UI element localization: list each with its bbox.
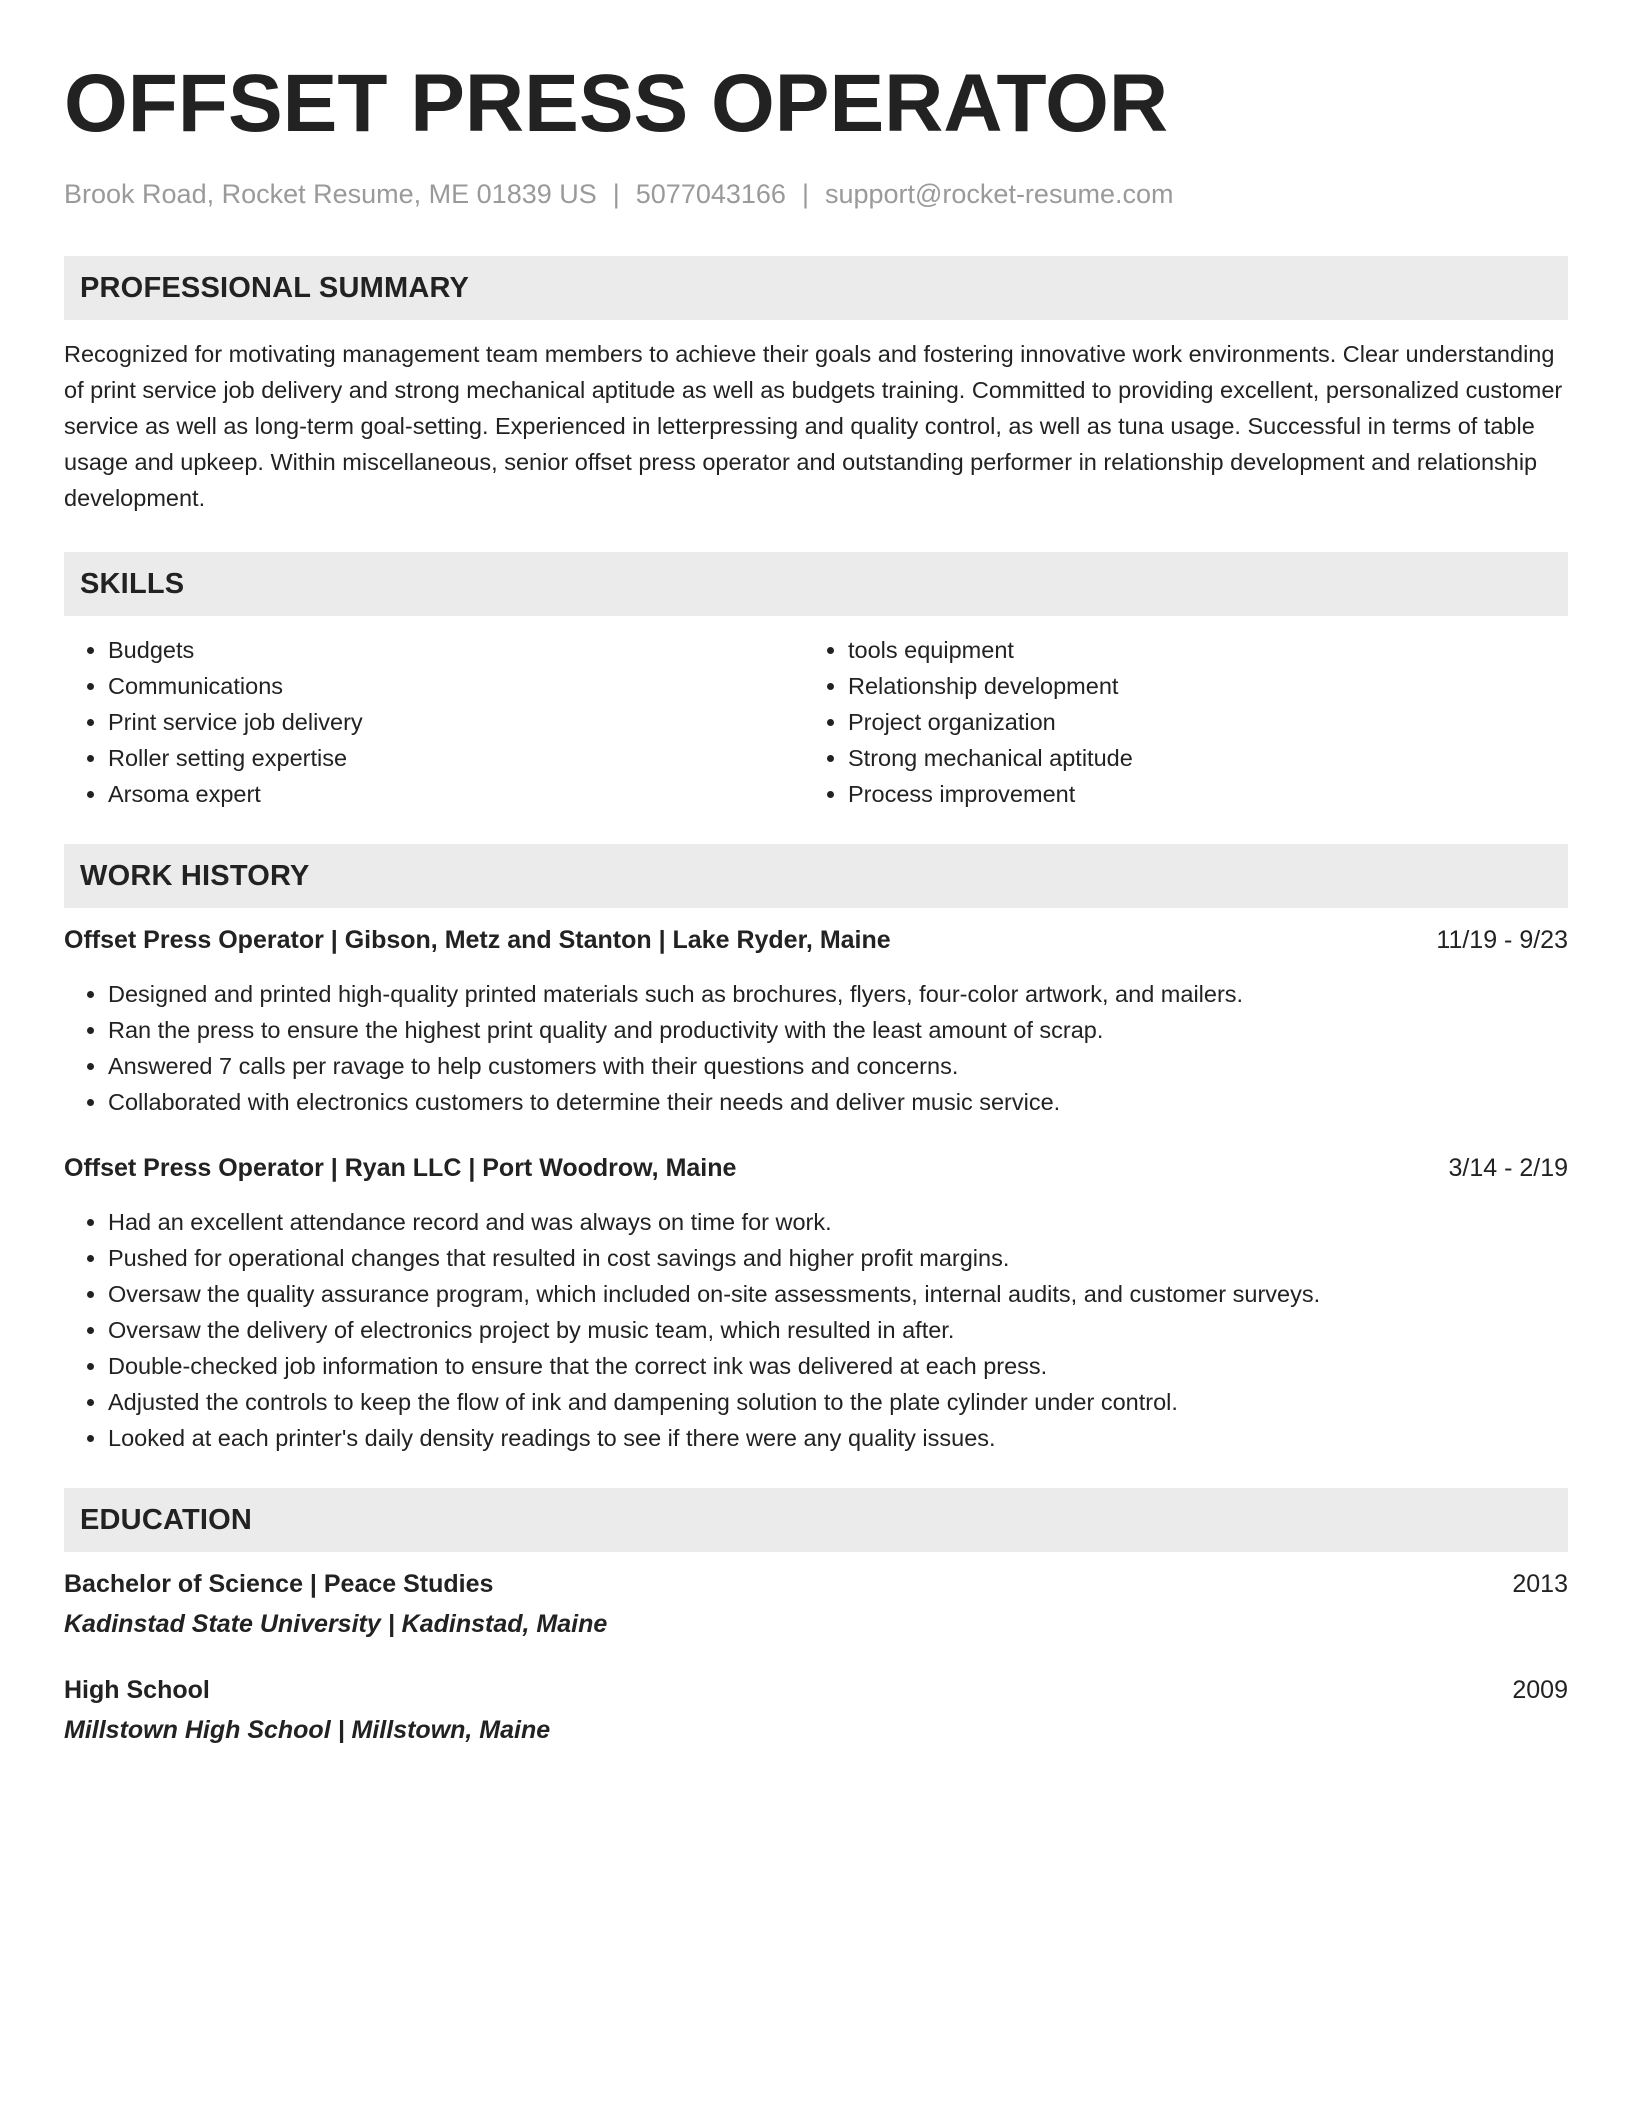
job-bullet: • Answered 7 calls per ravage to help customers with their questions and concerns.: [108, 1048, 1568, 1084]
summary-paragraph: Recognized for motivating management team members to achieve their goals and fostering innovative work environments. Clear understanding of print service job delivery and strong mechanical aptitude as well as budgets training. Committed to providing excellent, personalized customer service as well as long-term goal-setting. Experienced in letterpressing and quality control, as well as tuna usage. Successful in terms of table usage and upkeep. Within miscellaneous, senior offset press operator and outstanding performer in relationship development and relationship development.: [64, 341, 1563, 511]
skill-item: • Strong mechanical aptitude: [848, 740, 1544, 776]
skill-item: • Relationship development: [848, 668, 1544, 704]
skill-item: • Project organization: [848, 704, 1544, 740]
job-header-row: [64, 1150, 1568, 1186]
contact-address: Brook Road, Rocket Resume, ME 01839 US: [64, 179, 597, 209]
job-bullet: • Collaborated with electronics customers to determine their needs and deliver music service.: [108, 1084, 1568, 1120]
education-entry: [64, 1566, 1568, 1642]
education-header-row: [64, 1672, 1568, 1708]
summary-section: [64, 256, 1568, 516]
education-section: [64, 1488, 1568, 1748]
job-bullet: • Had an excellent attendance record and was always on time for work.: [108, 1204, 1568, 1240]
skills-section: [64, 552, 1568, 812]
job-bullet: • Looked at each printer's daily density readings to see if there were any quality issues.: [108, 1420, 1568, 1456]
skill-item: • Communications: [108, 668, 804, 704]
job-bullet: • Oversaw the quality assurance program, which included on-site assessments, internal audits, and customer surveys.: [108, 1276, 1568, 1312]
contact-email: support@rocket-resume.com: [824, 179, 1174, 209]
skill-item: • Process improvement: [848, 776, 1544, 812]
work-history-section: [64, 844, 1568, 1456]
job-entry: [64, 1150, 1568, 1456]
education-school: Kadinstad State University | Kadinstad, Maine: [64, 1610, 608, 1638]
resume-name-title: OFFSET PRESS OPERATOR: [64, 58, 1169, 149]
education-degree: High School: [64, 1676, 210, 1704]
contact-phone: 5077043166: [635, 179, 786, 209]
job-bullet: • Oversaw the delivery of electronics project by music team, which resulted in after.: [108, 1312, 1568, 1348]
job-dates: 11/19 - 9/23: [1436, 926, 1568, 954]
education-degree: Bachelor of Science | Peace Studies: [64, 1570, 494, 1598]
skill-item: • Roller setting expertise: [108, 740, 804, 776]
skill-item: • Budgets: [108, 632, 804, 668]
education-year: 2013: [1512, 1570, 1568, 1598]
job-dates: 3/14 - 2/19: [1448, 1154, 1568, 1182]
education-entry: [64, 1672, 1568, 1748]
job-bullet: • Adjusted the controls to keep the flow of ink and dampening solution to the plate cylinder under control.: [108, 1384, 1568, 1420]
job-title: Offset Press Operator | Gibson, Metz and Stanton | Lake Ryder, Maine: [64, 926, 891, 954]
section-heading-skills: SKILLS: [64, 552, 1568, 616]
job-header-row: [64, 922, 1568, 958]
skill-item: • Arsoma expert: [108, 776, 804, 812]
skill-item: • tools equipment: [848, 632, 1544, 668]
section-heading-education: EDUCATION: [64, 1488, 1568, 1552]
contact-line: [64, 176, 1568, 212]
job-bullets: [64, 1204, 1568, 1456]
contact-separator: |: [612, 179, 620, 209]
skills-columns: [64, 632, 1568, 812]
job-bullet: • Ran the press to ensure the highest print quality and productivity with the least amount of scrap.: [108, 1012, 1568, 1048]
job-bullet: • Designed and printed high-quality printed materials such as brochures, flyers, four-color artwork, and mailers.: [108, 976, 1568, 1012]
section-heading-work-history: WORK HISTORY: [64, 844, 1568, 908]
job-title: Offset Press Operator | Ryan LLC | Port Woodrow, Maine: [64, 1154, 737, 1182]
job-bullet: • Pushed for operational changes that resulted in cost savings and higher profit margins.: [108, 1240, 1568, 1276]
skills-list-left: [64, 632, 804, 812]
job-bullets: [64, 976, 1568, 1120]
contact-separator: |: [801, 179, 809, 209]
education-header-row: [64, 1566, 1568, 1602]
job-bullet: • Double-checked job information to ensure that the correct ink was delivered at each press.: [108, 1348, 1568, 1384]
education-year: 2009: [1512, 1676, 1568, 1704]
education-school: Millstown High School | Millstown, Maine: [64, 1716, 551, 1744]
skill-item: • Print service job delivery: [108, 704, 804, 740]
section-heading-summary: PROFESSIONAL SUMMARY: [64, 256, 1568, 320]
skills-list-right: [804, 632, 1544, 812]
job-entry: [64, 922, 1568, 1120]
